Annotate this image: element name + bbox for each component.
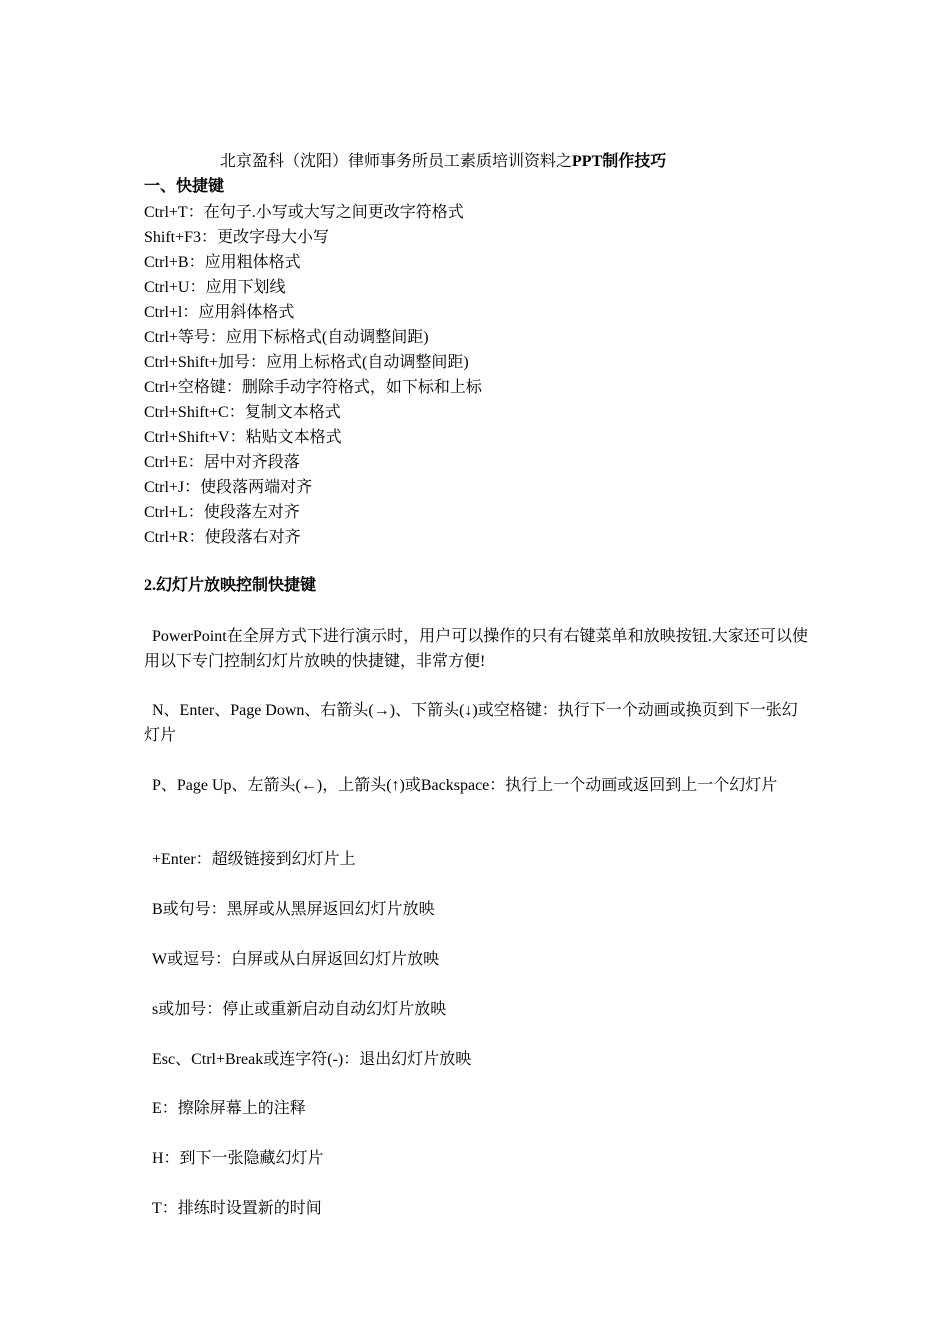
shortcut-item: Ctrl+U：应用下划线 [144,279,286,296]
shortcut-item: Ctrl+J：使段落两端对齐 [144,479,313,496]
shortcut-item: Ctrl+Shift+加号：应用上标格式(自动调整间距) [144,354,469,371]
paragraph: T：排练时设置新的时间 [152,1200,322,1217]
paragraph: B或句号：黑屏或从黑屏返回幻灯片放映 [152,901,435,918]
shortcut-item: Ctrl+Shift+C：复制文本格式 [144,404,341,421]
document-title [220,150,666,174]
shortcut-item: Shift+F3：更改字母大小写 [144,229,330,246]
paragraph: W或逗号：白屏或从白屏返回幻灯片放映 [152,951,440,968]
shortcut-item: Ctrl+B：应用粗体格式 [144,254,301,271]
intro-paragraph: PowerPoint在全屏方式下进行演示时，用户可以操作的只有右键菜单和放映按钮.大家还可以使用以下专门控制幻灯片放映的快捷键，非常方便! [144,628,808,670]
document-title-text: 北京盈科（沈阳）律师事务所员工素质培训资料之 [220,153,573,170]
paragraph: Esc、Ctrl+Break或连字符(-)：退出幻灯片放映 [152,1051,472,1068]
shortcut-list [144,200,482,550]
shortcut-item: Ctrl+Shift+V：粘贴文本格式 [144,429,342,446]
shortcut-item: Ctrl+T：在句子.小写或大写之间更改字符格式 [144,204,464,221]
shortcut-item: Ctrl+等号：应用下标格式(自动调整间距) [144,329,429,346]
section-heading-slideshow: 2.幻灯片放映控制快捷键 [144,577,317,594]
document-title-bold-text: PPT制作技巧 [572,153,667,170]
paragraph: H：到下一张隐藏幻灯片 [152,1150,324,1167]
section-heading-shortcuts: 一、快捷键 [144,178,225,195]
paragraph: E：擦除屏幕上的注释 [152,1100,306,1117]
shortcut-item: Ctrl+空格键：删除手动字符格式，如下标和上标 [144,379,482,396]
paragraph: P、Page Up、左箭头(←)，上箭头(↑)或Backspace：执行上一个动画或返回到上一个幻灯片 [152,777,778,794]
shortcut-item: Ctrl+l：应用斜体格式 [144,304,295,321]
paragraph: s或加号：停止或重新启动自动幻灯片放映 [152,1001,447,1018]
shortcut-item: Ctrl+L：使段落左对齐 [144,504,300,521]
paragraph: N、Enter、Page Down、右箭头(→)、下箭头(↓)或空格键：执行下一个动画或换页到下一张幻灯片 [144,702,798,744]
shortcut-item: Ctrl+E：居中对齐段落 [144,454,300,471]
shortcut-item: Ctrl+R：使段落右对齐 [144,529,301,546]
paragraph: +Enter：超级链接到幻灯片上 [152,851,356,868]
